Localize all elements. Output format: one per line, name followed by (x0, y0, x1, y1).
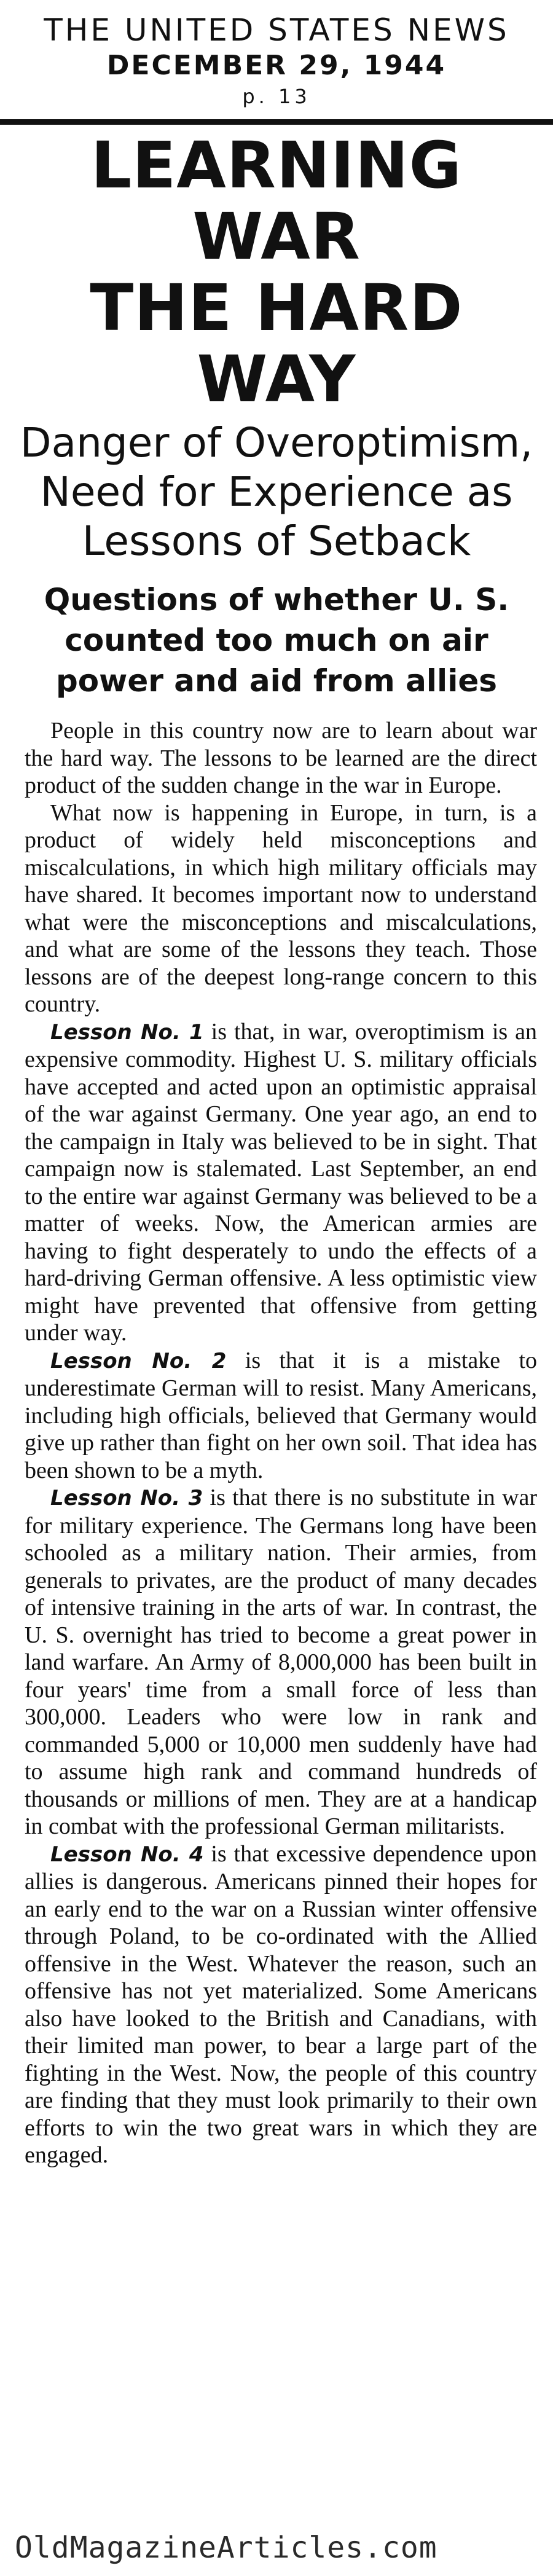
paragraph-text: is that there is no substitute in war for military experience. The Germans long have been schooled as a military nation. Their armies, from generals to privates, are the product of many decades of intensive training in the arts of war. In contrast, the U. S. overnight has tried to become a great power in land warfare. An Army of 8,000,000 has been built in four years' time from a small force of less than 300,000. Leaders who were low in rank and commanded 5,000 or 10,000 men suddenly have had to assume high rank and command hundreds of thousands or millions of men. They are at a handicap in combat with the professional German militarists. (25, 1485, 537, 1839)
paragraph-text: is that excessive dependence upon allies is dangerous. Americans pinned their hopes for an early end to the war on a Russian winter offensive through Poland, to be co-ordinated with the Allied offensive in the West. Whatever the reason, such an offensive has not yet materialized. Some Americans also have looked to the British and Canadians, with their limited man power, to bear a large part of the fighting in the West. Now, the people of this country are finding that they must look primarily to their own efforts to win the two great wars in which they are engaged. (25, 1840, 537, 2168)
paragraph-text: is that it is a mistake to underestimate German will to resist. Many Americans, including high officials, believed that Germany would give up rather than fight on her own soil. That idea has been shown to be a myth. (25, 1347, 538, 1483)
divider-rule (0, 119, 553, 125)
deck-line: counted too much on air (65, 622, 488, 658)
headline (0, 130, 553, 415)
article-paragraph (25, 1840, 537, 2169)
lesson-label: Lesson No. 4 (50, 1842, 204, 1867)
deck (0, 579, 553, 701)
article-paragraph (25, 717, 537, 799)
paragraph-text: What now is happening in Europe, in turn, is a product of widely held misconceptions and miscalculations, in which high military officials may have shared. It becomes important now to understand what were the misconceptions and miscalculations, and what are some of the lessons they teach. Those lessons are of the deepest long-range concern to this country. (25, 799, 537, 1017)
article-paragraph (25, 1347, 537, 1485)
subheadline (0, 418, 553, 566)
headline-line: THE HARD WAY (90, 270, 463, 417)
subheadline-line: Need for Experience as (40, 468, 513, 516)
subheadline-line: Lessons of Setback (82, 517, 471, 565)
article-paragraph (25, 1018, 537, 1347)
publication-title: THE UNITED STATES NEWS (44, 12, 509, 48)
paragraph-text: People in this country now are to learn about war the hard way. The lessons to be learned are the direct product of the sudden change in the war in Europe. (25, 718, 537, 798)
deck-line: Questions of whether U. S. (44, 582, 509, 618)
site-watermark: OldMagazineArticles.com (15, 2531, 437, 2565)
article-body (0, 717, 553, 2169)
page-number: p. 13 (242, 85, 311, 108)
lesson-label: Lesson No. 1 (50, 1019, 204, 1045)
paragraph-text: is that, in war, overoptimism is an expensive commodity. Highest U. S. military officials have accepted and acted upon an optimistic appraisal of the war against Germany. One year ago, an end to the campaign in Italy was believed to be in sight. That campaign now is stalemated. Last September, an end to the entire war against Germany was believed to be a matter of weeks. Now, the American armies are having to fight desperately to undo the effects of a hard-driving German offensive. A less optimistic view might have prevented that offensive from getting under way. (25, 1018, 538, 1346)
article-paragraph (25, 1484, 537, 1840)
masthead (0, 0, 553, 111)
deck-line: power and aid from allies (55, 663, 498, 699)
headline-line: LEARNING WAR (90, 128, 463, 274)
lesson-label: Lesson No. 2 (50, 1348, 227, 1373)
article-paragraph (25, 799, 537, 1018)
publication-date: DECEMBER 29, 1944 (106, 50, 447, 81)
lesson-label: Lesson No. 3 (50, 1486, 203, 1510)
subheadline-line: Danger of Overoptimism, (20, 419, 533, 466)
